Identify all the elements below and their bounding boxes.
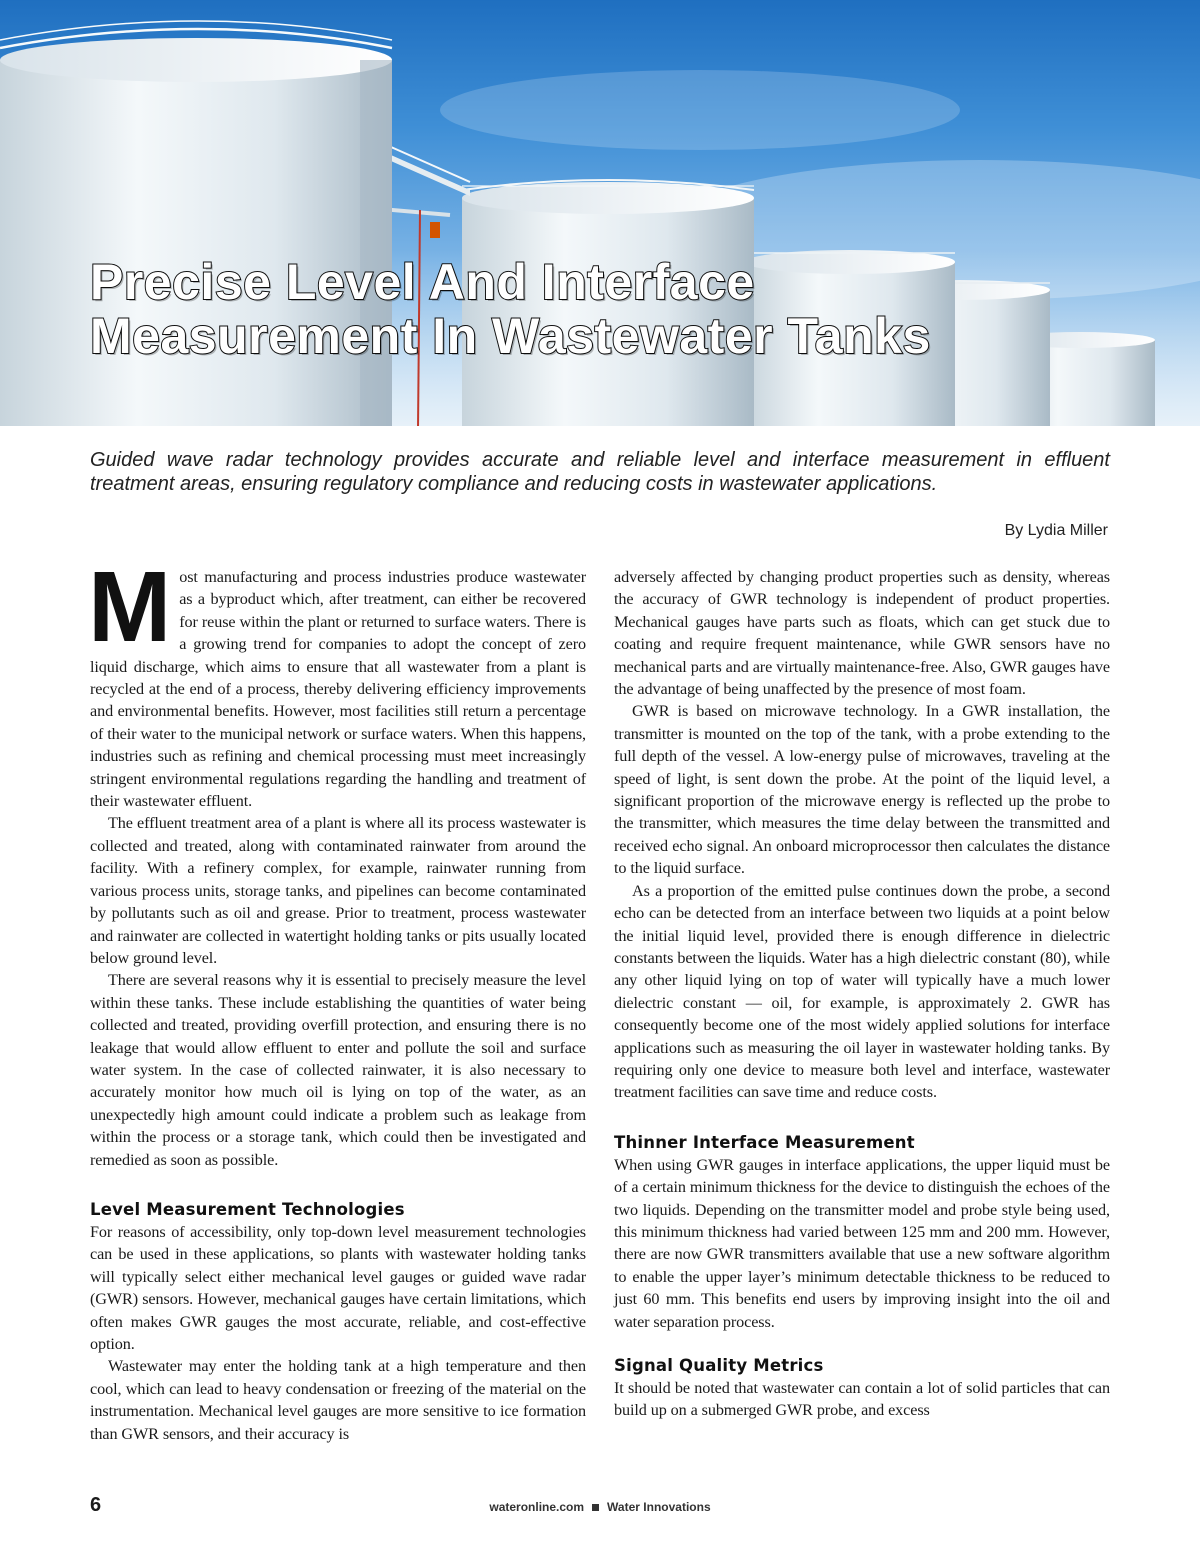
paragraph-9: When using GWR gauges in interface applications, the upper liquid must be of a certain minimum thickness for the device to distinguish the echoes of the two liquids. Depending on the transmitter model and probe style being used, this minimum thickness had varied between 125 mm and 200 mm. However, there are now GWR transmitters available that use a new software algorithm to enable the upper layer’s minimum detectable thickness to be reduced to just 60 mm. This benefits end users by improving insight into the oil and water separation process. [614, 1155, 1110, 1331]
hero-image [0, 0, 1200, 426]
paragraph-8: As a proportion of the emitted pulse continues down the probe, a second echo can be detected from an interface between two liquids at a point below the initial liquid level, provided there is enough difference in dielectric constants between the liquids. Water has a high dielectric constant (80), while any other liquid lying on top of water will typically have a much lower dielectric constant — oil, for example, is approximately 2. GWR has consequently become one of the most widely applied solutions for interface applications such as measuring the oil layer in wastewater holding tanks. By requiring only one device to measure both level and interface, wastewater treatment facilities can save time and reduce costs. [614, 881, 1110, 1102]
paragraph-7: GWR is based on microwave technology. In a GWR installation, the transmitter is mounted on the top of the tank, with a probe extending to the full depth of the vessel. A low-energy pulse of microwaves, traveling at the speed of light, is sent down the probe. At the point of the liquid level, a significant proportion of the microwave energy is reflected up the probe to the transmitter, which measures the time delay between the transmitted and received echo signal. An onboard microprocessor then calculates the distance to the liquid surface. [614, 702, 1110, 878]
paragraph-1: Most manufacturing and process industries produce wastewater as a byproduct which, after treatment, can either be recovered for reuse within the plant or returned to surface waters. There is a growing trend for companies to adopt the concept of zero liquid discharge, which aims to ensure that all wastewater from a plant is recycled at the end of a process, thereby delivering efficiency improvements and environmental benefits. However, most facilities still return a percentage of their water to the municipal network or surface waters. When this happens, industries such as refining and chemical processing must meet increasingly stringent environmental regulations regarding the handling and treatment of their wastewater effluent. [88, 551, 586, 811]
title-line-1: Precise Level And Interface [90, 254, 755, 310]
paragraph-6: adversely affected by changing product properties such as density, whereas the accuracy of GWR technology is independent of product properties. Mechanical gauges have parts such as floats, which can get stuck due to coating and require frequent maintenance, while GWR sensors have no mechanical parts and are virtually maintenance-free. Also, GWR gauges have the advantage of being unaffected by the presence of most foam. [614, 568, 1110, 699]
page-number: 6 [90, 1494, 102, 1516]
title-line-2: Measurement In Wastewater Tanks [90, 308, 931, 364]
paragraph-3: There are several reasons why it is essential to precisely measure the level within these tanks. These include establishing the quantities of water being collected and treated, providing overfill protection, and ensuring there is no leakage that would allow effluent to enter and pollute the soil and surface water system. In the case of collected rainwater, it is also necessary to accurately monitor how much oil is lying on top of the water, as an unexpectedly high amount could indicate a problem such as leakage from within the process or a storage tank, which could then be investigated and remedied as soon as possible. [90, 971, 586, 1169]
byline: By Lydia Miller [1004, 522, 1108, 539]
footer-site: wateronline.com [489, 1500, 585, 1514]
footer-publication: Water Innovations [607, 1500, 711, 1514]
article-title [90, 255, 931, 363]
red-lamp [430, 222, 440, 238]
tank-1 [0, 21, 392, 426]
heading-thinner-interface: Thinner Interface Measurement [614, 1132, 915, 1152]
paragraph-10: It should be noted that wastewater can contain a lot of solid particles that can build up on a submerged GWR probe, and excess [614, 1379, 1110, 1420]
footer-separator-icon [592, 1504, 599, 1511]
paragraph-2: The effluent treatment area of a plant is where all its process wastewater is collected and treated, along with contaminated rainwater from around the facility. With a refinery complex, for example, rainwater running from various process units, storage tanks, and pipelines can become contaminated by pollutants such as oil and grease. Prior to treatment, process wastewater and rainwater are collected in watertight holding tanks or pits usually located below ground level. [90, 814, 586, 967]
left-column [88, 551, 586, 1445]
paragraph-5: Wastewater may enter the holding tank at a high temperature and then cool, which can lead to heavy condensation or freezing of the material on the instrumentation. Mechanical level gauges are more sensitive to ice formation than GWR sensors, and their accuracy is [90, 1357, 586, 1443]
drop-cap: M [88, 551, 172, 663]
paragraph-4: For reasons of accessibility, only top-down level measurement technologies can be used in these applications, so plants with wastewater holding tanks will typically select either mechanical level gauges or guided wave radar (GWR) sensors. However, mechanical gauges have certain limitations, which often makes GWR gauges the most accurate, reliable, and cost-effective option. [90, 1222, 586, 1353]
heading-level-measurement: Level Measurement Technologies [90, 1199, 405, 1219]
article-deck: Guided wave radar technology provides accurate and reliable level and interface measurement in effluent treatment areas, ensuring regulatory compliance and reducing costs in wastewater applications. [90, 449, 1110, 495]
heading-signal-quality: Signal Quality Metrics [614, 1356, 824, 1375]
right-column [614, 566, 1110, 1422]
page-footer [0, 1500, 1200, 1514]
